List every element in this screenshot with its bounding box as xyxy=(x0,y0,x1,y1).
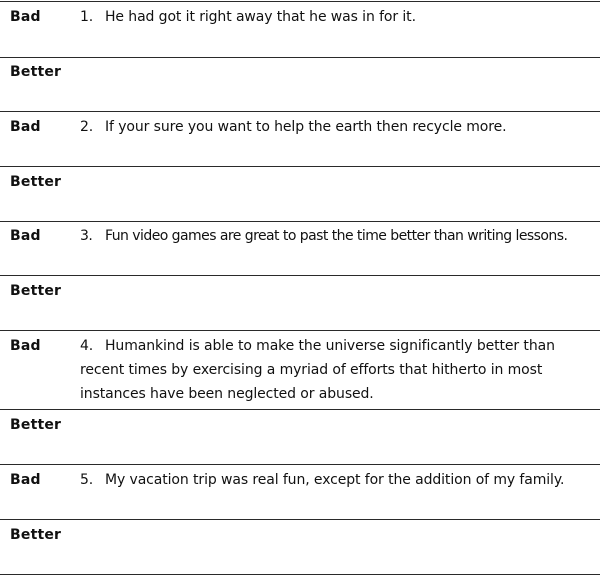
sentence-text: Humankind is able to make the universe significantly better than xyxy=(105,338,555,354)
better-label: Better xyxy=(10,64,62,80)
better-label: Better xyxy=(10,417,62,433)
bad-sentence-3 xyxy=(80,224,567,248)
rule-bottom xyxy=(0,574,600,575)
better-label: Better xyxy=(10,527,62,543)
item-number: 1. xyxy=(80,9,94,25)
sentence-text: He had got it right away that he was in for it. xyxy=(105,9,416,25)
item-number: 2. xyxy=(80,119,94,135)
item-number: 5. xyxy=(80,472,94,488)
rule-3-bottom xyxy=(0,330,600,331)
rule-4-mid xyxy=(0,409,600,410)
bad-label: Bad xyxy=(10,228,41,244)
rule-1-bottom xyxy=(0,111,600,112)
rule-3-mid xyxy=(0,275,600,276)
rule-2-mid xyxy=(0,166,600,167)
better-label: Better xyxy=(10,174,62,190)
sentence-text: If your sure you want to help the earth then recycle more. xyxy=(105,119,507,135)
rule-4-bottom xyxy=(0,464,600,465)
bad-sentence-1 xyxy=(80,5,416,29)
item-number: 4. xyxy=(80,338,94,354)
bad-sentence-5 xyxy=(80,468,564,492)
bad-sentence-4 xyxy=(80,334,590,406)
better-label: Better xyxy=(10,283,62,299)
sentence-text: Fun video games are great to past the time better than writing lessons. xyxy=(105,228,568,244)
sentence-line: recent times by exercising a myriad of efforts that hitherto in most xyxy=(80,362,543,378)
bad-label: Bad xyxy=(10,119,41,135)
rule-5-mid xyxy=(0,519,600,520)
rule-2-bottom xyxy=(0,221,600,222)
rule-top xyxy=(0,1,600,2)
bad-label: Bad xyxy=(10,9,41,25)
item-number: 3. xyxy=(80,228,93,244)
bad-sentence-2 xyxy=(80,115,506,139)
rule-1-mid xyxy=(0,57,600,58)
sentence-line xyxy=(80,334,590,358)
bad-label: Bad xyxy=(10,472,41,488)
bad-label: Bad xyxy=(10,338,41,354)
sentence-line: instances have been neglected or abused. xyxy=(80,386,374,402)
sentence-text: My vacation trip was real fun, except for the addition of my family. xyxy=(105,472,565,488)
